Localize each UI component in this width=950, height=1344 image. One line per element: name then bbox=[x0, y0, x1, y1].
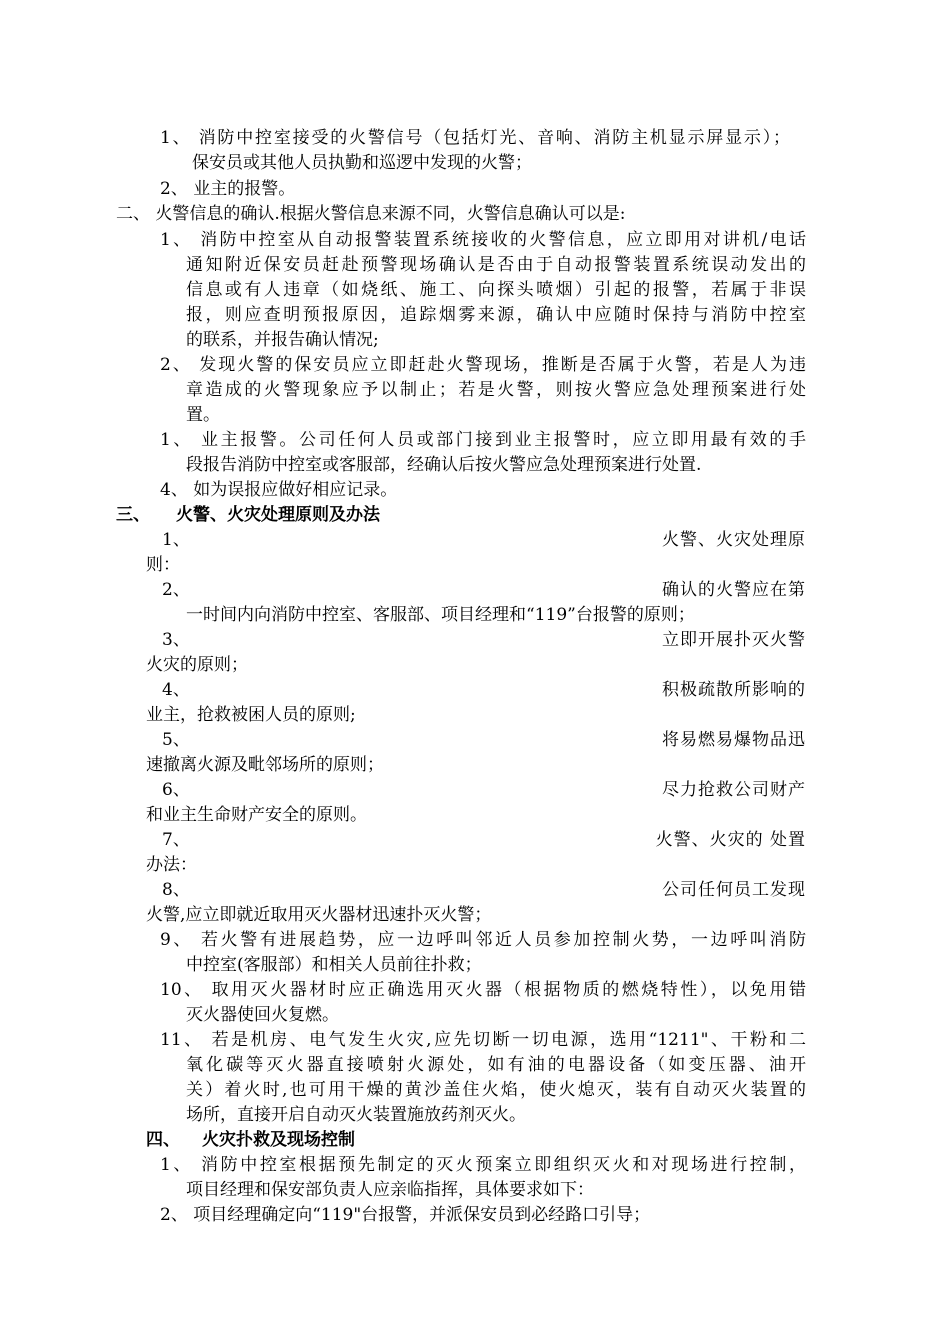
section2-item1-line: 通知附近保安员赶赴预警现场确认是否由于自动报警装置系统误动发出的 bbox=[186, 255, 806, 275]
section2-item1-line: 信息或有人违章（如烧纸、施工、向探头喷烟）引起的报警，若属于非误 bbox=[186, 280, 806, 300]
section2-item1-line: 报，则应查明预报原因，追踪烟雾来源，确认中应随时保持与消防中控室 bbox=[186, 305, 806, 325]
section3-row-number: 1、 bbox=[162, 530, 190, 550]
section3-item11-line: 11、 若是机房、电气发生火灾,应先切断一切电源，选用“1211"、干粉和二 bbox=[160, 1030, 806, 1050]
section3-row-number: 3、 bbox=[162, 630, 190, 650]
section3-row-continuation: 和业主生命财产安全的原则。 bbox=[146, 805, 367, 825]
section4-number: 四、 bbox=[146, 1130, 180, 1150]
section3-item10-line: 灭火器使回火复燃。 bbox=[186, 1005, 339, 1025]
section3-row-right-text: 立即开展扑灭火警 bbox=[662, 630, 806, 650]
section2-item4: 4、 如为误报应做好相应记录。 bbox=[160, 480, 398, 500]
section3-row-continuation: 则： bbox=[146, 555, 180, 575]
source-item-1-line-2: 保安员或其他人员执勤和巡逻中发现的火警； bbox=[192, 153, 532, 173]
section3-row-right-text: 公司任何员工发现 bbox=[662, 880, 806, 900]
section3-row-continuation: 办法： bbox=[146, 855, 197, 875]
section3-row-number: 6、 bbox=[162, 780, 190, 800]
section2-item3-line: 1、 业主报警。公司任何人员或部门接到业主报警时，应立即用最有效的手 bbox=[160, 430, 806, 450]
section3-row-continuation: 业主，抢救被困人员的原则; bbox=[146, 705, 356, 725]
source-item-2: 2、 业主的报警。 bbox=[160, 179, 296, 199]
section4-item2: 2、 项目经理确定向“119"台报警，并派保安员到必经路口引导； bbox=[160, 1205, 651, 1225]
section3-row-number: 4、 bbox=[162, 680, 190, 700]
section3-item9-line: 9、 若火警有进展趋势，应一边呼叫邻近人员参加控制火势，一边呼叫消防 bbox=[160, 930, 806, 950]
section3-row-number: 2、 bbox=[162, 580, 190, 600]
section3-row-number: 7、 bbox=[162, 830, 190, 850]
section2-item2-line: 2、 发现火警的保安员应立即赶赴火警现场，推断是否属于火警，若是人为违 bbox=[160, 355, 806, 375]
section2-item1-line: 的联系，并报告确认情况; bbox=[186, 330, 379, 350]
section3-row-number: 8、 bbox=[162, 880, 190, 900]
section3-item10-line: 10、 取用灭火器材时应正确选用灭火器（根据物质的燃烧特性），以免用错 bbox=[160, 980, 806, 1000]
source-item-1-line-1: 1、 消防中控室接受的火警信号（包括灯光、音响、消防主机显示屏显示）； bbox=[160, 128, 790, 148]
section2-heading: 二、 火警信息的确认.根据火警信息来源不同，火警信息确认可以是: bbox=[116, 204, 626, 224]
section4-item1-line: 1、 消防中控室根据预先制定的灭火预案立即组织灭火和对现场进行控制， bbox=[160, 1155, 806, 1175]
section3-row-right-text: 积极疏散所影响的 bbox=[662, 680, 806, 700]
section3-row-right-text: 尽力抢救公司财产 bbox=[662, 780, 806, 800]
section3-row-continuation: 火警,应立即就近取用灭火器材迅速扑灭火警； bbox=[146, 905, 492, 925]
section3-item9-line: 中控室(客服部）和相关人员前往扑救； bbox=[186, 955, 482, 975]
section4-title: 火灾扑救及现场控制 bbox=[202, 1130, 355, 1150]
section3-row-right-text: 确认的火警应在第 bbox=[662, 580, 806, 600]
section3-item11-line: 场所，直接开启自动灭火装置施放药剂灭火。 bbox=[186, 1105, 526, 1125]
section3-number: 三、 bbox=[116, 505, 150, 525]
section3-item11-line: 关）着火时,也可用干燥的黄沙盖住火焰，使火熄灭，装有自动灭火装置的 bbox=[186, 1080, 806, 1100]
section2-item2-line: 置。 bbox=[186, 405, 220, 425]
section4-item1-line: 项目经理和保安部负责人应亲临指挥，具体要求如下： bbox=[186, 1180, 594, 1200]
section3-row-continuation: 火灾的原则； bbox=[146, 655, 248, 675]
section3-row-number: 5、 bbox=[162, 730, 190, 750]
section3-item11-line: 氧化碳等灭火器直接喷射火源处，如有油的电器设备（如变压器、油开 bbox=[186, 1055, 806, 1075]
section2-item1-line: 1、 消防中控室从自动报警装置系统接收的火警信息，应立即用对讲机/电话 bbox=[160, 230, 806, 250]
section3-title: 火警、火灾处理原则及办法 bbox=[176, 505, 380, 525]
section3-row-continuation: 速撤离火源及毗邻场所的原则； bbox=[146, 755, 384, 775]
section3-row-right-text: 将易燃易爆物品迅 bbox=[662, 730, 806, 750]
section3-row-continuation: 一时间内向消防中控室、客服部、项目经理和“119”台报警的原则； bbox=[186, 605, 695, 625]
section2-item3-line: 段报告消防中控室或客服部，经确认后按火警应急处理预案进行处置. bbox=[186, 455, 702, 475]
section2-item2-line: 章造成的火警现象应予以制止；若是火警，则按火警应急处理预案进行处 bbox=[186, 380, 806, 400]
section3-row-right-text: 火警、火灾的 处置 bbox=[655, 830, 806, 850]
section3-row-right-text: 火警、火灾处理原 bbox=[662, 530, 806, 550]
